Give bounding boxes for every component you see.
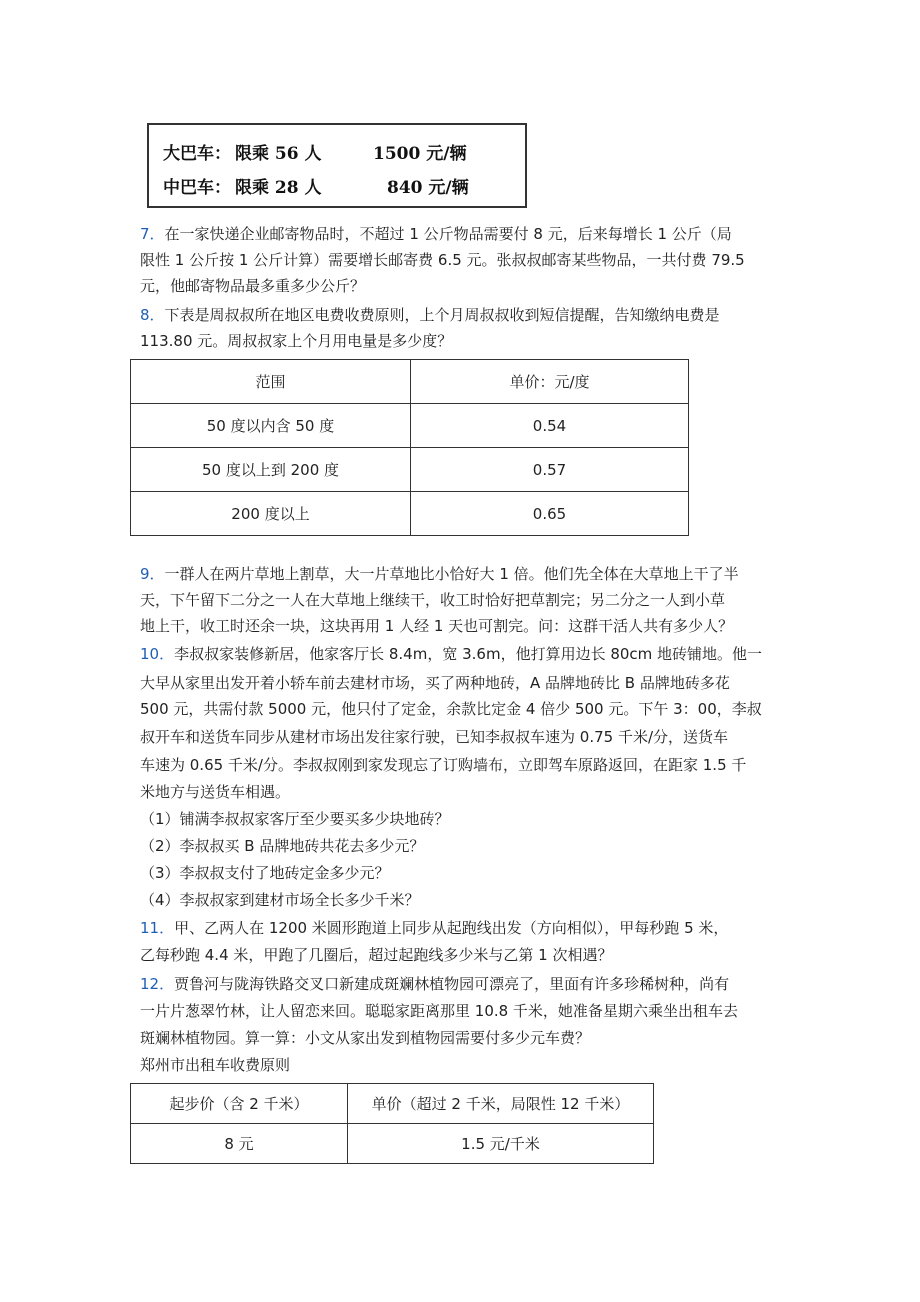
table-cell: 50 度以上到 200 度 [131,448,411,492]
electricity-table [130,359,689,536]
q8-line-2: 113.80 元。周叔叔家上个月用电量是多少度？ [140,332,453,350]
q10-line-3: 500 元，共需付款 5000 元，他只付了定金，余款比定金 4 倍少 500 元。下午 3：00，李叔 [140,700,762,718]
question-number: 11． [140,919,175,937]
question-text: 一群人在两片草地上割草，大一片草地比小恰好大 1 倍。他们先全体在大草地上干了半 [164,565,739,583]
table-cell: 0.57 [411,448,689,492]
question-text: 贾鲁河与陇海铁路交叉口新建成斑斓林植物园可漂亮了，里面有许多珍稀树种，尚有 [174,975,730,993]
bus-limit: 限乘 28 人 [235,178,322,198]
q10-line-4: 叔开车和送货车同步从建材市场出发往家行驶，已知李叔叔车速为 0.75 千米/分，送货车 [140,728,728,746]
question-number: 10． [140,645,175,663]
q10-line-1 [140,641,762,667]
table-header: 单价：元/度 [411,360,689,404]
q10-line-6: 米地方与送货车相遇。 [140,783,291,801]
q12-line-3: 斑斓林植物园。算一算：小文从家出发到植物园需要付多少元车费？ [140,1029,591,1047]
table-cell: 0.54 [411,404,689,448]
q8-line-1 [140,302,720,328]
question-text: 甲、乙两人在 1200 米圆形跑道上同步从起跑线出发（方向相似），甲每秒跑 5 米， [174,919,729,937]
bus-price: 840 元/辆 [387,178,469,198]
question-number: 8． [140,306,165,324]
table-header-row [131,360,689,404]
question-number: 12． [140,975,175,993]
table-header: 起步价（含 2 千米） [131,1084,348,1124]
q9-line-1 [140,561,739,587]
table-row [131,448,689,492]
table-cell: 1.5 元/千米 [348,1124,654,1164]
question-number: 9． [140,565,165,583]
bus-name: 大巴车： [163,144,231,164]
table-row [131,492,689,536]
q7-line-1 [140,221,732,247]
bus-price-box [147,123,527,208]
q9-line-3: 地上干，收工时还余一块，这块再用 1 人经 1 天也可割完。问：这群干活人共有多少人？ [140,617,734,635]
question-text: 下表是周叔叔所在地区电费收费原则，上个月周叔叔收到短信提醒，告知缴纳电费是 [164,306,720,324]
taxi-table-caption: 郑州市出租车收费原则 [140,1056,291,1074]
q11-line-2: 乙每秒跑 4.4 米，甲跑了几圈后，超过起跑线多少米与乙第 1 次相遇？ [140,946,613,964]
q7-line-2: 限性 1 公斤按 1 公斤计算）需要增长邮寄费 6.5 元。张叔叔邮寄某些物品，一共付费 79.5 [140,251,745,269]
table-cell: 50 度以内含 50 度 [131,404,411,448]
q9-line-2: 天，下午留下二分之一人在大草地上继续干，收工时恰好把草割完；另二分之一人到小草 [140,591,726,609]
question-text: 在一家快递企业邮寄物品时，不超过 1 公斤物品需要付 8 元，后来每增长 1 公斤（局 [164,225,732,243]
q7-line-3: 元，他邮寄物品最多重多少公斤？ [140,277,366,295]
q10-sub-1: （1）铺满李叔叔家客厅至少要买多少块地砖？ [140,810,450,828]
table-row [131,1124,654,1164]
question-number: 7． [140,225,165,243]
table-cell: 0.65 [411,492,689,536]
q10-line-2: 大早从家里出发开着小轿车前去建材市场，买了两种地砖，A 品牌地砖比 B 品牌地砖多花 [140,674,730,692]
table-row [131,404,689,448]
q10-sub-3: （3）李叔叔支付了地砖定金多少元？ [140,864,390,882]
q12-line-1 [140,971,729,997]
question-text: 李叔叔家装修新居，他家客厅长 8.4m，宽 3.6m，他打算用边长 80cm 地砖铺地。他一 [174,645,763,663]
bus-limit: 限乘 56 人 [235,144,322,164]
table-header-row [131,1084,654,1124]
bus-name: 中巴车： [163,178,231,198]
table-cell: 8 元 [131,1124,348,1164]
q10-line-5: 车速为 0.65 千米/分。李叔叔刚到家发现忘了订购墙布，立即驾车原路返回，在距家 1.5 千 [140,756,747,774]
q12-line-2: 一片片葱翠竹林，让人留恋来回。聪聪家距离那里 10.8 千米，她准备星期六乘坐出租车去 [140,1002,738,1020]
table-header: 范围 [131,360,411,404]
table-header: 单价（超过 2 千米，局限性 12 千米） [348,1084,654,1124]
q11-line-1 [140,915,728,941]
q10-sub-2: （2）李叔叔买 B 品牌地砖共花去多少元？ [140,837,425,855]
table-cell: 200 度以上 [131,492,411,536]
q10-sub-4: （4）李叔叔家到建材市场全长多少千米？ [140,891,420,909]
taxi-fare-table [130,1083,654,1164]
bus-price: 1500 元/辆 [373,144,467,164]
